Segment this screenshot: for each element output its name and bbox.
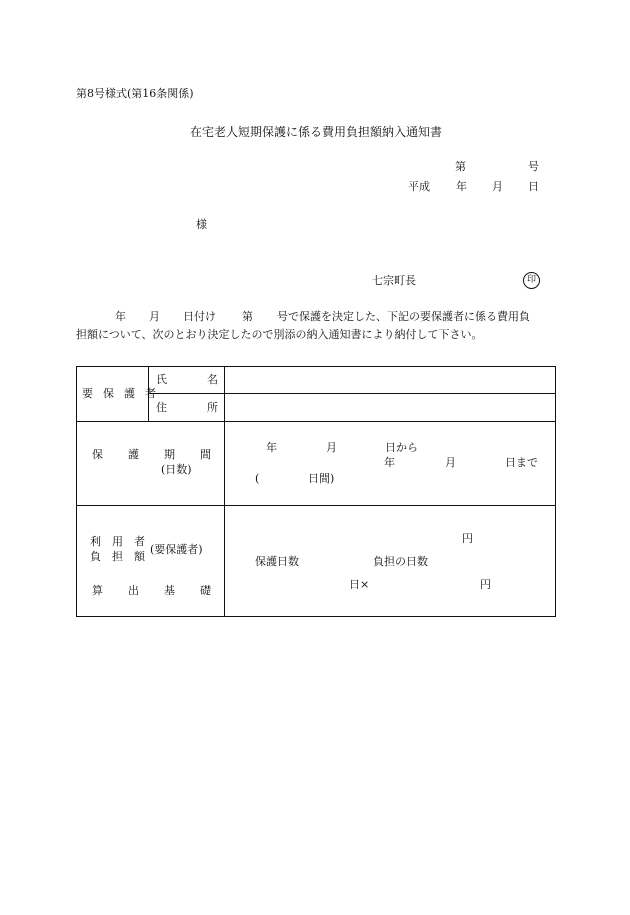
period-label-4: 間 (200, 448, 211, 461)
burden-label-1b: 用 (112, 535, 123, 548)
name-label-2: 名 (207, 373, 218, 386)
body-dated: 日付け (183, 310, 216, 323)
period-sub-label: (日数) (161, 463, 192, 476)
table-rule-name (148, 393, 556, 394)
period-label-1: 保 (92, 448, 103, 461)
document-title: 在宅老人短期保護に係る費用負担額納入通知書 (190, 125, 443, 139)
table-rule-recipient (76, 421, 556, 422)
burden-label-2b: 担 (112, 550, 123, 563)
form-number: 第8号様式(第16条関係) (76, 87, 194, 100)
seal-mark: 印 (523, 272, 540, 289)
body-dai: 第 (242, 310, 253, 323)
date-day: 日 (528, 180, 539, 193)
period-month2: 月 (445, 456, 456, 469)
basis-label-1: 算 (92, 584, 103, 597)
period-from: 日から (385, 441, 418, 454)
burden-label-2a: 負 (90, 550, 101, 563)
date-era: 平成 (408, 180, 430, 193)
protect-days-label: 保護日数 (255, 555, 299, 568)
period-open-paren: ( (255, 472, 260, 485)
address-label-1: 住 (156, 401, 167, 414)
period-until: 日まで (505, 456, 538, 469)
period-year2: 年 (384, 456, 395, 469)
burden-sub-label: (要保護者) (150, 543, 203, 556)
burden-yen1: 円 (462, 532, 473, 545)
basis-label-4: 礎 (200, 584, 211, 597)
issuer: 七宗町長 (372, 274, 416, 287)
name-label-1: 氏 (156, 373, 167, 386)
period-label-2: 護 (128, 448, 139, 461)
burden-yen2: 円 (480, 578, 491, 591)
table-divider-main (224, 366, 225, 617)
days-times: 日× (349, 578, 370, 591)
doc-no-go: 号 (528, 160, 539, 173)
burden-label-1c: 者 (134, 535, 145, 548)
addressee-suffix: 様 (196, 218, 207, 231)
date-year: 年 (456, 180, 467, 193)
date-month: 月 (492, 180, 503, 193)
body-line1-rest: 号で保護を決定した、下記の要保護者に係る費用負 (277, 310, 530, 323)
body-month: 月 (149, 310, 160, 323)
burden-label-2c: 額 (134, 550, 145, 563)
doc-no-dai: 第 (455, 160, 466, 173)
burden-days-label: 負担の日数 (373, 555, 428, 568)
period-year1: 年 (266, 441, 277, 454)
table-rule-period (76, 505, 556, 506)
basis-label-3: 基 (164, 584, 175, 597)
burden-label-1a: 利 (90, 535, 101, 548)
address-label-2: 所 (207, 401, 218, 414)
period-label-3: 期 (164, 448, 175, 461)
body-line2: 担額について、次のとおり決定したので別添の納入通知書により納付して下さい。 (76, 328, 483, 341)
body-year: 年 (115, 310, 126, 323)
period-month1: 月 (326, 441, 337, 454)
basis-label-2: 出 (128, 584, 139, 597)
recipient-label: 要保護者 (82, 387, 166, 400)
period-days: 日間) (308, 472, 335, 485)
